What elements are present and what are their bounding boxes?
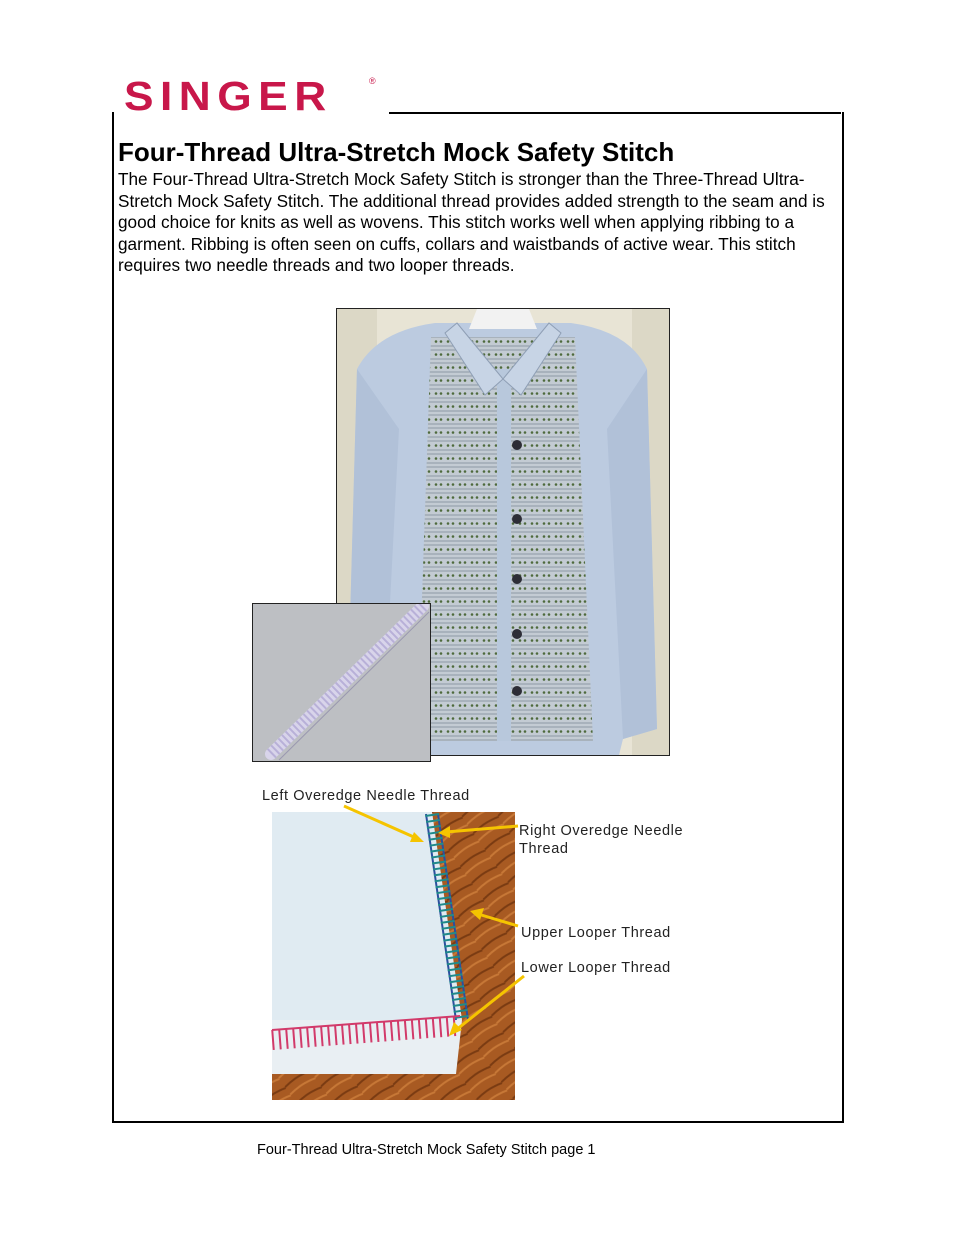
label-right-overedge-needle-thread-line2: Thread xyxy=(519,841,569,857)
label-upper-looper-thread: Upper Looper Thread xyxy=(521,925,671,941)
label-right-overedge-needle-thread-line1: Right Overedge Needle xyxy=(519,823,684,839)
description-paragraph: The Four-Thread Ultra-Stretch Mock Safety Stitch is stronger than the Three-Thread Ultra-Stretch Mock Safety Stitch. The additional thread provides added strength to the seam and is good choice for knits as well as wovens. This stitch works well when applying ribbing to a garment. Ribbing is often seen on cuffs, collars and waistbands of active wear. This stitch requires two needle threads and two looper threads. xyxy=(118,169,825,276)
page-title: Four-Thread Ultra-Stretch Mock Safety Stitch xyxy=(118,137,675,167)
page-footer: Four-Thread Ultra-Stretch Mock Safety Stitch page 1 xyxy=(257,1142,596,1158)
thread-diagram xyxy=(256,784,686,1104)
stitch-closeup-photo xyxy=(252,603,431,762)
label-lower-looper-thread: Lower Looper Thread xyxy=(521,960,671,976)
logo-text: SINGER xyxy=(124,73,333,119)
label-left-overedge-needle-thread: Left Overedge Needle Thread xyxy=(262,788,470,804)
stitch-closeup-illustration xyxy=(253,604,430,761)
registered-mark: ® xyxy=(369,76,376,86)
